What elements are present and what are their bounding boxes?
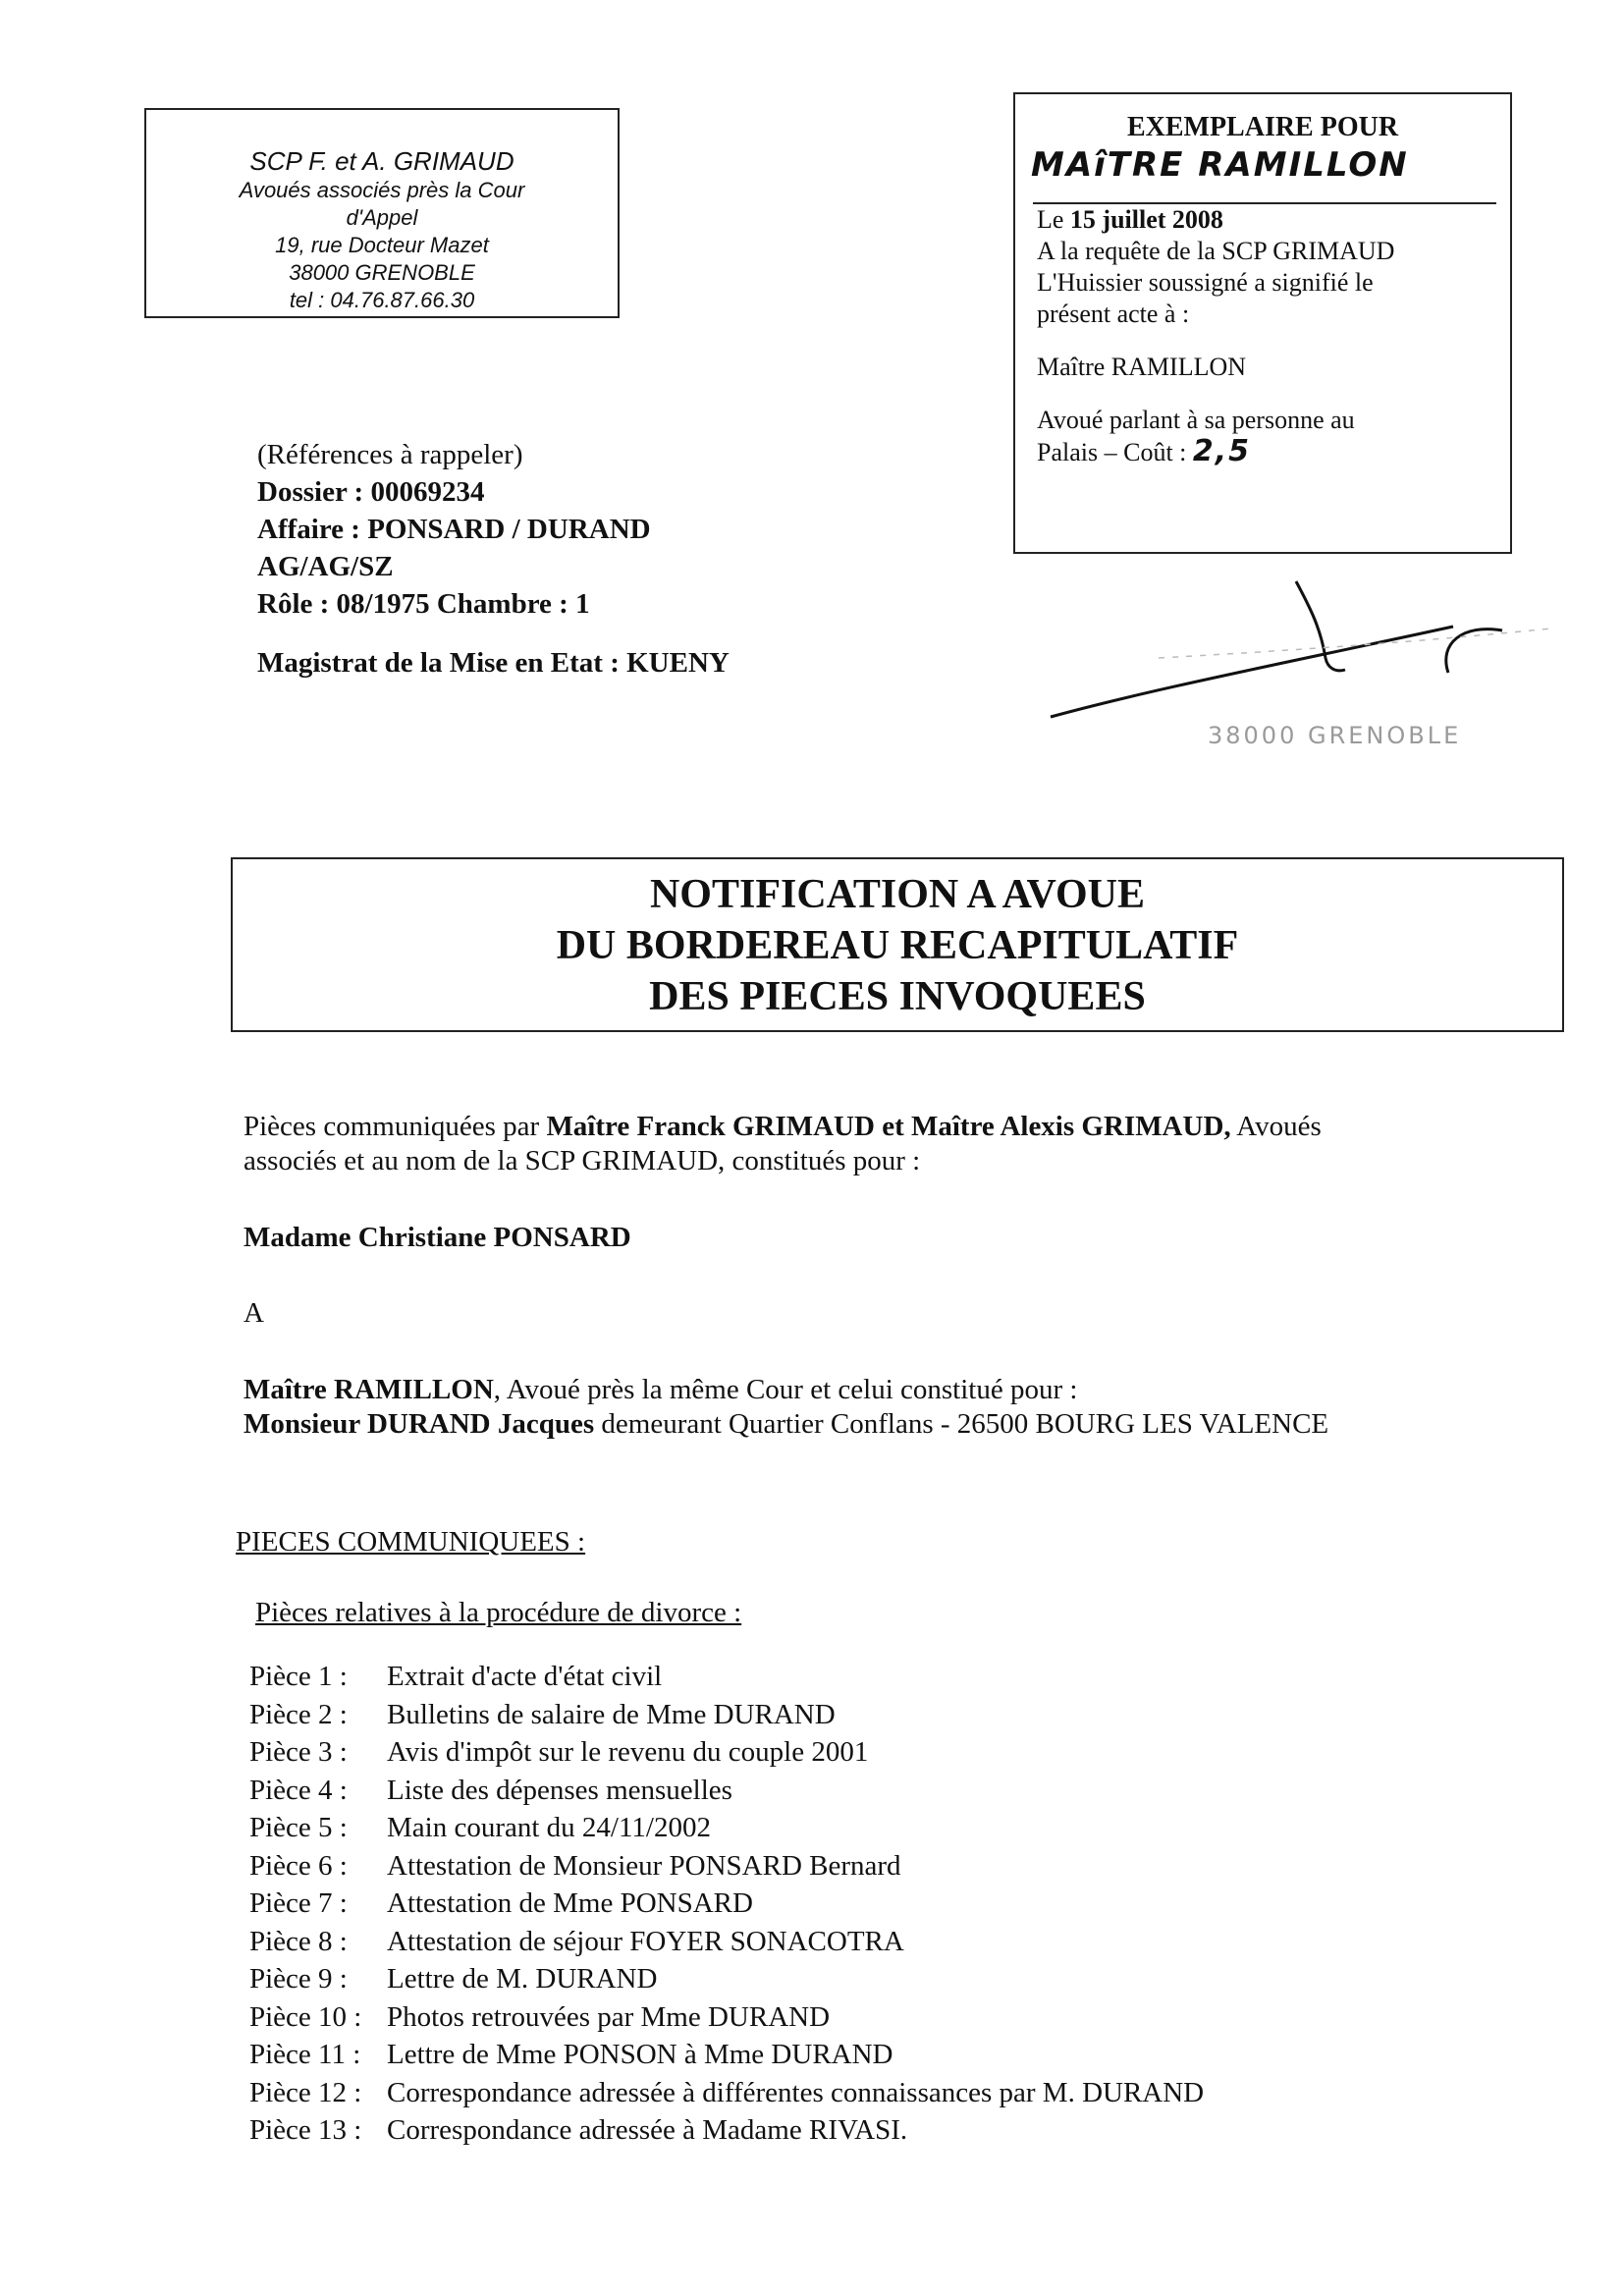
references-block: [257, 436, 730, 682]
section-heading: PIECES COMMUNIQUEES :: [236, 1526, 586, 1558]
intro-paragraph: [243, 1110, 1520, 1178]
sender-line1: Avoués associés près la Cour: [239, 178, 525, 202]
piece-number: Pièce 13 :: [249, 2114, 362, 2146]
date-prefix: Le: [1037, 205, 1070, 234]
sender-address: 19, rue Docteur Mazet: [275, 233, 489, 257]
piece-number: Pièce 1 :: [249, 1661, 348, 1692]
piece-description: Attestation de séjour FOYER SONACOTRA: [387, 1925, 904, 1957]
sender-city: 38000 GRENOBLE: [289, 260, 475, 285]
opposing-address: demeurant Quartier Conflans - 26500 BOURG LES VALENCE: [594, 1408, 1329, 1440]
piece-number: Pièce 2 :: [249, 1698, 348, 1730]
service-line2: L'Huissier soussigné a signifié le: [1037, 268, 1374, 297]
piece-description: Main courant du 24/11/2002: [387, 1812, 711, 1843]
sender-firm: SCP F. et A. GRIMAUD: [249, 146, 514, 176]
opposing-party: [243, 1373, 1559, 1442]
list-item: [249, 1658, 1204, 1696]
service-line1: A la requête de la SCP GRIMAUD: [1037, 237, 1395, 265]
piece-description: Lettre de M. DURAND: [387, 1963, 658, 1995]
initials: AG/AG/SZ: [257, 551, 394, 582]
sender-tel: tel : 04.76.87.66.30: [289, 288, 475, 312]
dossier-number: Dossier : 00069234: [257, 476, 485, 508]
service-box-header: EXEMPLAIRE POUR: [1126, 112, 1399, 142]
versus-a: A: [243, 1297, 264, 1329]
piece-description: Attestation de Mme PONSARD: [387, 1887, 753, 1919]
piece-number: Pièce 7 :: [249, 1887, 348, 1919]
intro-text-e: Avoués: [1230, 1111, 1322, 1142]
service-recipient: Maître RAMILLON: [1037, 353, 1247, 381]
list-item: [249, 1696, 1204, 1734]
piece-number: Pièce 12 :: [249, 2076, 362, 2108]
intro-text-f: associés et au nom de la SCP GRIMAUD, constitués pour :: [243, 1145, 921, 1176]
piece-description: Correspondance adressée à différentes connaissances par M. DURAND: [387, 2076, 1205, 2108]
list-item: [249, 1998, 1204, 2037]
opposing-party-name: Monsieur DURAND Jacques: [243, 1408, 595, 1440]
title-line2: DU BORDEREAU RECAPITULATIF: [556, 923, 1239, 968]
intro-avoue-1: Maître Franck GRIMAUD: [546, 1111, 875, 1142]
piece-number: Pièce 11 :: [249, 2039, 361, 2070]
title-line1: NOTIFICATION A AVOUE: [649, 872, 1146, 917]
client-name: Madame Christiane PONSARD: [243, 1222, 631, 1253]
list-item: [249, 2074, 1204, 2112]
service-date: 15 juillet 2008: [1069, 205, 1223, 234]
sender-line2: d'Appel: [346, 205, 418, 230]
faded-stamp: 38000 GRENOBLE: [1208, 722, 1462, 749]
service-line3: présent acte à :: [1037, 300, 1190, 328]
pieces-list: [249, 1658, 1204, 2150]
subsection-heading: Pièces relatives à la procédure de divorce :: [255, 1597, 742, 1628]
list-item: [249, 2111, 1204, 2150]
service-box-body: [1037, 204, 1500, 468]
piece-number: Pièce 4 :: [249, 1774, 348, 1806]
piece-description: Extrait d'acte d'état civil: [387, 1661, 663, 1692]
list-item: [249, 1923, 1204, 1961]
piece-number: Pièce 8 :: [249, 1925, 348, 1957]
opposing-text: , Avoué près la même Cour et celui constitué pour :: [493, 1374, 1078, 1405]
piece-description: Bulletins de salaire de Mme DURAND: [387, 1698, 836, 1730]
intro-text-and: et: [874, 1111, 911, 1142]
handwritten-recipient: MAîTRE RAMILLON: [1031, 145, 1409, 185]
piece-description: Lettre de Mme PONSON à Mme DURAND: [387, 2039, 893, 2070]
list-item: [249, 1772, 1204, 1810]
list-item: [249, 1960, 1204, 1998]
list-item: [249, 2036, 1204, 2074]
piece-number: Pièce 5 :: [249, 1812, 348, 1843]
service-box: [1013, 92, 1512, 554]
piece-description: Attestation de Monsieur PONSARD Bernard: [387, 1849, 901, 1882]
piece-number: Pièce 9 :: [249, 1963, 348, 1995]
intro-text-a: Pièces communiquées par: [243, 1111, 547, 1142]
opposing-avoue: Maître RAMILLON: [243, 1374, 494, 1405]
list-item: [249, 1885, 1204, 1923]
piece-number: Pièce 6 :: [249, 1849, 348, 1882]
piece-description: Liste des dépenses mensuelles: [387, 1774, 732, 1806]
piece-description: Correspondance adressée à Madame RIVASI.: [387, 2114, 908, 2146]
list-item: [249, 1809, 1204, 1847]
piece-number: Pièce 3 :: [249, 1736, 348, 1768]
piece-description: Avis d'impôt sur le revenu du couple 2001: [387, 1736, 869, 1768]
list-item: [249, 1733, 1204, 1772]
document-title-box: [231, 857, 1564, 1032]
title-line3: DES PIECES INVOQUEES: [649, 974, 1146, 1019]
list-item: [249, 1847, 1204, 1886]
service-line4: Avoué parlant à sa personne au: [1037, 406, 1355, 434]
references-label: (Références à rappeler): [257, 439, 523, 470]
piece-description: Photos retrouvées par Mme DURAND: [387, 2000, 831, 2033]
magistrat: Magistrat de la Mise en Etat : KUENY: [257, 647, 730, 679]
affaire-name: Affaire : PONSARD / DURAND: [257, 514, 651, 545]
role-chambre: Rôle : 08/1975 Chambre : 1: [257, 588, 590, 620]
intro-avoue-2: Maître Alexis GRIMAUD,: [910, 1111, 1231, 1142]
handwritten-cost: 2,5: [1192, 434, 1252, 468]
sender-address-box: [144, 108, 620, 318]
piece-number: Pièce 10 :: [249, 2000, 362, 2033]
service-line5: Palais – Coût :: [1037, 438, 1187, 466]
